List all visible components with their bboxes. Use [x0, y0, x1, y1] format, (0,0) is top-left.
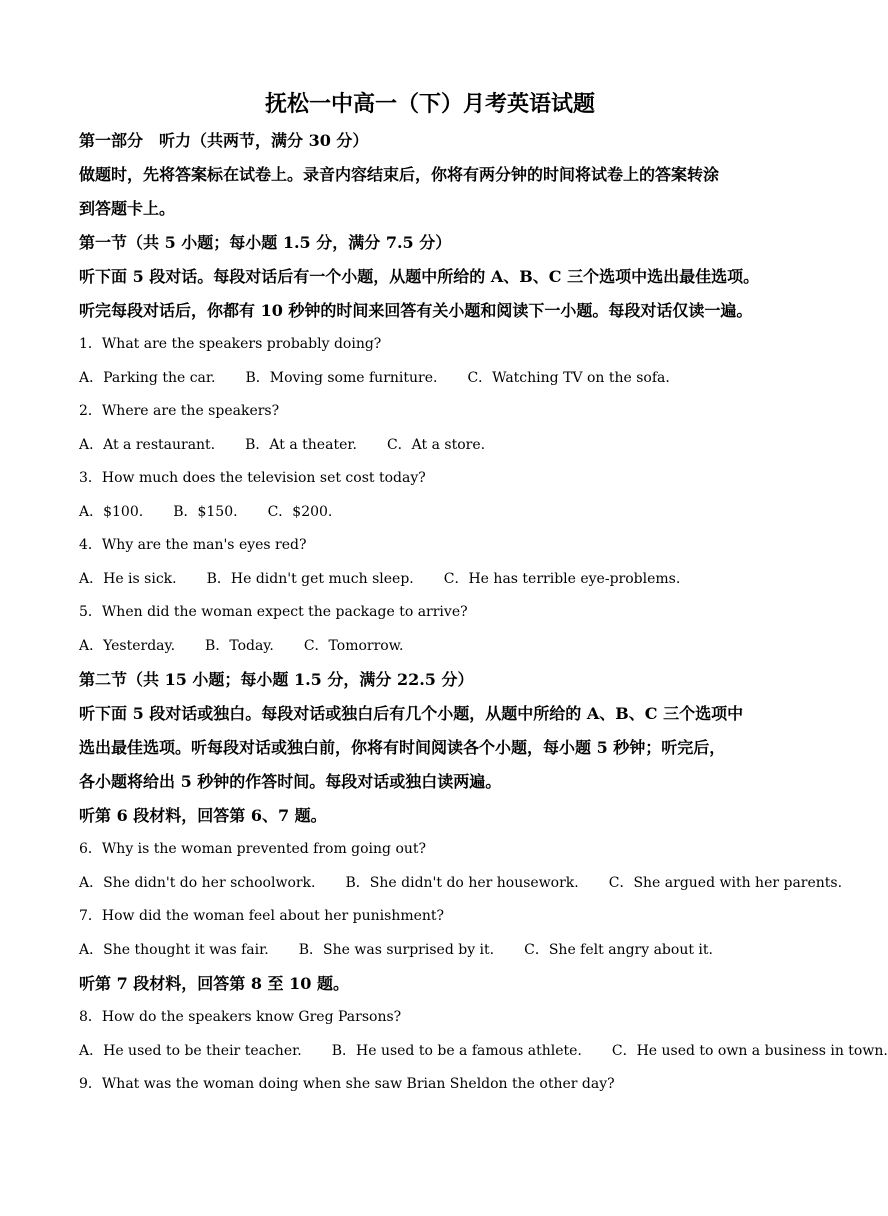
question-2: 2．Where are the speakers?	[79, 403, 280, 419]
question-7-options	[79, 934, 799, 968]
exam-body	[79, 124, 888, 1102]
question-8: 8．How do the speakers know Greg Parsons?	[79, 1009, 402, 1025]
question-6-options	[79, 867, 843, 901]
question-4: 4．Why are the man's eyes red?	[79, 537, 307, 553]
question-4-options	[79, 563, 799, 597]
option-b: B．Today.	[205, 637, 274, 654]
section1-line-1: 听下面 5 段对话。每段对话后有一个小题，从题中所给的 A、B、C 三个选项中选出最佳选项。	[79, 267, 760, 286]
question-1: 1．What are the speakers probably doing?	[79, 336, 382, 352]
section2-line-3: 各小题将给出 5 秒钟的作答时间。每段对话或独白读两遍。	[79, 772, 502, 791]
question-5: 5．When did the woman expect the package to arrive?	[79, 604, 468, 620]
option-b: B．Moving some furniture.	[245, 369, 438, 386]
option-c: C．She argued with her parents.	[608, 874, 843, 891]
question-7: 7．How did the woman feel about her punishment?	[79, 908, 445, 924]
option-a: A．She thought it was fair.	[79, 941, 269, 958]
option-c: C．He used to own a business in town.	[611, 1042, 888, 1059]
option-a: A．He used to be their teacher.	[79, 1042, 302, 1059]
option-c: C．She felt angry about it.	[524, 941, 713, 958]
question-1-options	[79, 362, 799, 396]
material-7-heading: 听第 7 段材料，回答第 8 至 10 题。	[79, 974, 349, 993]
question-5-options	[79, 630, 799, 664]
option-a: A．Parking the car.	[79, 369, 216, 386]
option-b: B．She was surprised by it.	[298, 941, 495, 958]
section1-heading: 第一节（共 5 小题；每小题 1.5 分，满分 7.5 分）	[79, 233, 452, 252]
option-b: B．She didn't do her housework.	[345, 874, 579, 891]
option-a: A．At a restaurant.	[79, 436, 216, 453]
option-a: A．Yesterday.	[79, 637, 176, 654]
question-2-options	[79, 429, 799, 463]
page-title: 抚松一中高一（下）月考英语试题	[264, 91, 595, 117]
question-3: 3．How much does the television set cost today?	[79, 470, 426, 486]
section1-line-2: 听完每段对话后，你都有 10 秒钟的时间来回答有关小题和阅读下一小题。每段对话仅读一遍。	[79, 301, 753, 320]
option-c: C．At a store.	[386, 436, 486, 453]
question-9: 9．What was the woman doing when she saw Brian Sheldon the other day?	[79, 1076, 615, 1092]
section2-line-2: 选出最佳选项。听每段对话或独白前，你将有时间阅读各个小题，每小题 5 秒钟；听完后，	[79, 738, 726, 757]
option-a: A．She didn't do her schoolwork.	[79, 874, 316, 891]
option-c: C．He has terrible eye-problems.	[443, 570, 681, 587]
question-3-options	[79, 496, 799, 530]
option-b: B．He used to be a famous athlete.	[331, 1042, 582, 1059]
question-8-options	[79, 1035, 888, 1069]
instructions-line-2: 到答题卡上。	[79, 199, 176, 218]
section2-line-1: 听下面 5 段对话或独白。每段对话或独白后有几个小题，从题中所给的 A、B、C 三个选项中	[79, 704, 744, 723]
section2-heading: 第二节（共 15 小题；每小题 1.5 分，满分 22.5 分）	[79, 670, 474, 689]
option-b: B．$150.	[173, 503, 238, 520]
question-6: 6．Why is the woman prevented from going out?	[79, 841, 427, 857]
option-c: C．Tomorrow.	[303, 637, 404, 654]
part1-heading: 第一部分 听力（共两节，满分 30 分）	[79, 131, 369, 150]
option-b: B．At a theater.	[245, 436, 357, 453]
material-6-heading: 听第 6 段材料，回答第 6、7 题。	[79, 806, 327, 825]
instructions-line-1: 做题时，先将答案标在试卷上。录音内容结束后，你将有两分钟的时间将试卷上的答案转涂	[79, 165, 720, 184]
option-a: A．He is sick.	[79, 570, 177, 587]
option-c: C．Watching TV on the sofa.	[467, 369, 670, 386]
option-c: C．$200.	[267, 503, 333, 520]
option-b: B．He didn't get much sleep.	[206, 570, 414, 587]
option-a: A．$100.	[79, 503, 144, 520]
